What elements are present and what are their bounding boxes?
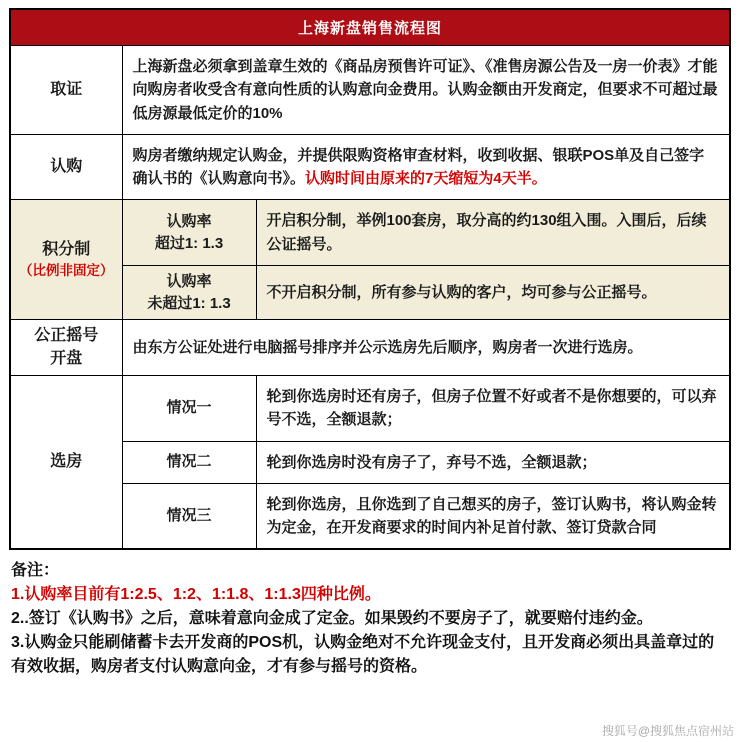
watermark: 搜狐号@搜狐焦点宿州站	[601, 724, 734, 738]
points-label-note: （比例非固定）	[19, 262, 114, 278]
stage-content-lottery: 由东方公证处进行电脑摇号排序并公示选房先后顺序，购房者一次进行选房。	[122, 320, 730, 376]
selection-case1-label: 情况一	[122, 376, 256, 442]
process-table	[9, 8, 731, 550]
selection-case3-content: 轮到你选房，且你选到了自己想买的房子，签订认购书，将认购金转为定金，在开发商要求的时间内补足首付款、签订贷款合同	[256, 483, 730, 549]
selection-case1-content: 轮到你选房时还有房子，但房子位置不好或者不是你想要的，可以弃号不选，全额退款；	[256, 376, 730, 442]
notes-section	[9, 550, 731, 679]
points-case1-condition	[122, 200, 256, 266]
stage-content-subscription	[122, 134, 730, 200]
selection-case2-content: 轮到你选房时没有房子了，弃号不选，全额退款；	[256, 441, 730, 483]
points-case1-condition-line1: 认购率	[166, 212, 212, 230]
stage-label-selection: 选房	[10, 376, 122, 550]
points-case2-condition-line1: 认购率	[166, 272, 212, 290]
stage-label-subscription: 认购	[10, 134, 122, 200]
stage-label-lottery	[10, 320, 122, 376]
points-case2-condition-line2: 未超过1: 1.3	[147, 294, 231, 312]
page-title: 上海新盘销售流程图	[10, 9, 730, 46]
table-row-subscription	[10, 134, 730, 200]
table-row-points-case1	[10, 200, 730, 266]
table-row-selection-case1	[10, 376, 730, 442]
stage-label-points	[10, 200, 122, 320]
stage-label-license: 取证	[10, 46, 122, 135]
points-case1-condition-line2: 超过1: 1.3	[154, 234, 224, 252]
stage-content-license: 上海新盘必须拿到盖章生效的《商品房预售许可证》、《准售房源公告及一房一价表》才能向购房者收受含有意向性质的认购意向金费用。认购金额由开发商定，但要求不可超过最低房源最低定价的10%	[122, 46, 730, 135]
title-row	[10, 9, 730, 46]
lottery-label-line1: 公正摇号	[34, 327, 99, 345]
points-case1-content: 开启积分制，举例100套房，取分高的约130组入围。入围后，后续公证摇号。	[256, 200, 730, 266]
note-item-1: 1.认购率目前有1:2.5、1:2、1:1.8、1:1.3四种比例。	[11, 586, 381, 604]
subscription-text: 购房者缴纳规定认购金，并提供限购资格审查材料，收到收据、银联POS单及自己签字确认书的《认购意向书》。	[132, 146, 705, 187]
selection-case3-label: 情况三	[122, 483, 256, 549]
lottery-label-line2: 开盘	[50, 349, 83, 367]
note-item-3: 3.认购金只能刷储蓄卡去开发商的POS机，认购金绝对不允许现金支付，且开发商必须出具盖章过的有效收据，购房者支付认购意向金，才有参与摇号的资格。	[11, 634, 715, 676]
selection-case2-label: 情况二	[122, 441, 256, 483]
subscription-red-text: 认购时间由原来的7天缩短为4天半。	[305, 170, 547, 187]
points-label: 积分制	[42, 241, 91, 259]
table-row-license	[10, 46, 730, 135]
note-item-2: 2..签订《认购书》之后，意味着意向金成了定金。如果毁约不要房子了，就要赔付违约金。	[11, 610, 653, 628]
table-row-lottery	[10, 320, 730, 376]
points-case2-content: 不开启积分制，所有参与认购的客户，均可参与公正摇号。	[256, 265, 730, 320]
points-case2-condition	[122, 265, 256, 320]
notes-heading: 备注：	[11, 562, 60, 580]
